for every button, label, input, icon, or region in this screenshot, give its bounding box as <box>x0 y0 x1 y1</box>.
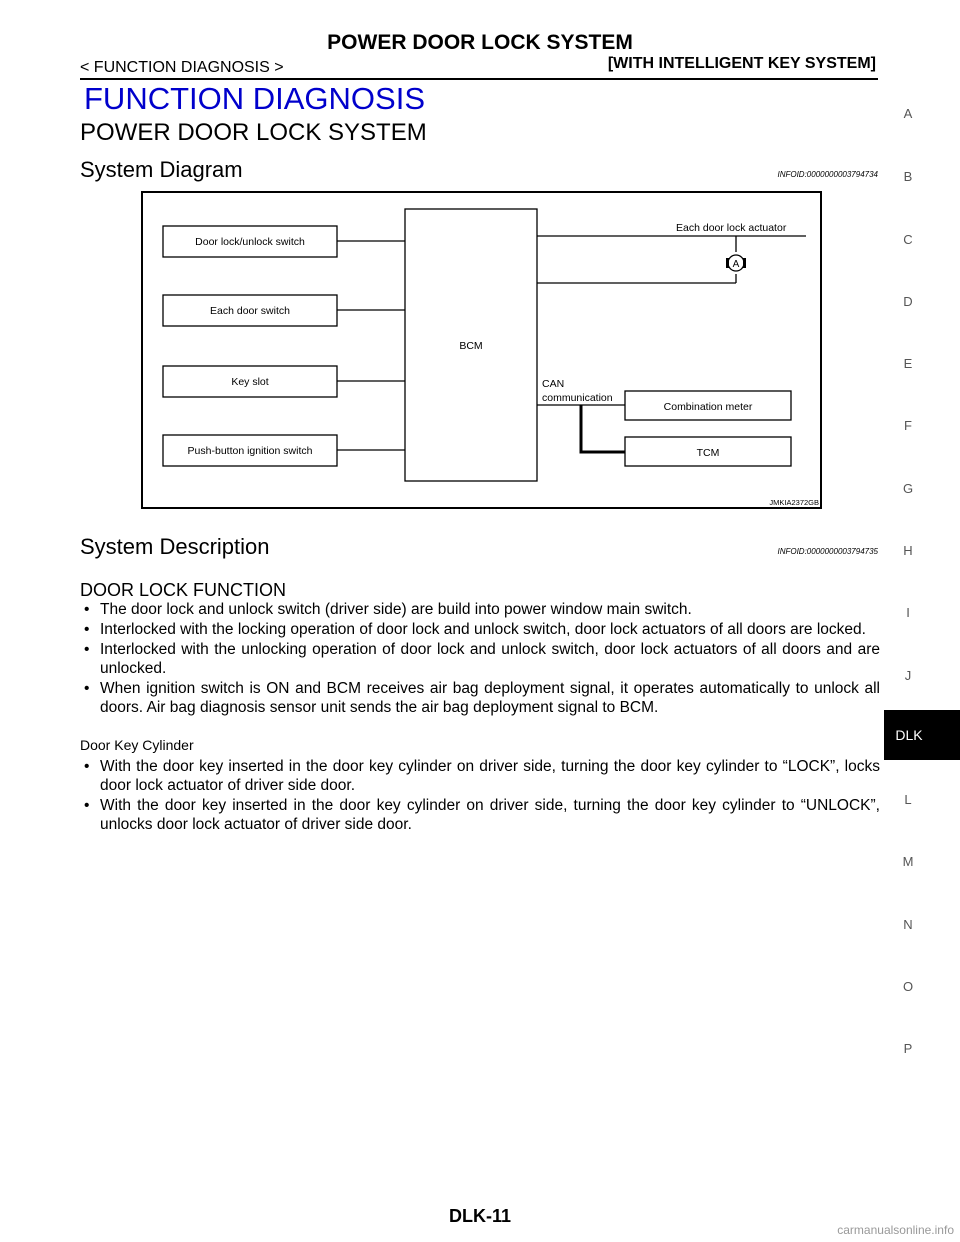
side-index-j[interactable]: J <box>904 668 912 683</box>
system-diagram-heading: System Diagram <box>80 157 243 182</box>
side-index-p[interactable]: P <box>903 1041 913 1056</box>
side-index-c[interactable]: C <box>903 232 913 247</box>
side-index-h[interactable]: H <box>903 543 913 558</box>
bcm-label: BCM <box>459 340 483 352</box>
subsection-title: POWER DOOR LOCK SYSTEM <box>80 119 427 146</box>
combination-meter-label: Combination meter <box>663 401 753 413</box>
can-label-line1: CAN <box>542 378 565 390</box>
door-key-cylinder-list <box>80 757 880 835</box>
each-door-switch-label: Each door switch <box>210 305 290 317</box>
list-item: • With the door key inserted in the door key cylinder on driver side, turning the door key cylinder to “LOCK”, locks door lock actuator of driver side door. <box>84 758 880 794</box>
list-item: • Interlocked with the locking operation of door lock and unlock switch, door lock actuators of all doors are locked. <box>84 621 866 638</box>
system-diagram <box>141 191 822 509</box>
side-index-e[interactable]: E <box>903 356 913 371</box>
door-lock-function-list <box>80 600 880 718</box>
running-header-variant: [WITH INTELLIGENT KEY SYSTEM] <box>607 55 876 72</box>
side-index-o[interactable]: O <box>902 979 914 994</box>
side-index-n[interactable]: N <box>903 917 913 932</box>
side-index-i[interactable]: I <box>906 605 910 620</box>
running-header-title: POWER DOOR LOCK SYSTEM <box>327 31 633 54</box>
list-item: • When ignition switch is ON and BCM receives air bag deployment signal, it operates automatically to unlock all doors. Air bag diagnosis sensor unit sends the air bag deployment signal to BCM. <box>84 680 880 716</box>
watermark: carmanualsonline.info <box>837 1223 954 1237</box>
side-index-l[interactable]: L <box>904 792 912 807</box>
each-door-lock-actuator-label: Each door lock actuator <box>676 222 787 234</box>
can-label-line2: communication <box>542 392 613 404</box>
door-lock-unlock-switch-label: Door lock/unlock switch <box>195 236 305 248</box>
page-number: DLK-11 <box>448 1206 511 1226</box>
list-item: • The door lock and unlock switch (driver side) are build into power window main switch. <box>84 601 692 618</box>
list-item: • Interlocked with the unlocking operation of door lock and unlock switch, door lock actuators of all doors and are unlocked. <box>84 641 880 677</box>
system-description-heading: System Description <box>80 534 270 559</box>
section-title: FUNCTION DIAGNOSIS <box>84 81 426 116</box>
push-button-ignition-switch-label: Push-button ignition switch <box>187 445 313 457</box>
door-lock-function-heading: DOOR LOCK FUNCTION <box>80 580 287 600</box>
actuator-symbol-label: A <box>732 259 740 270</box>
side-index-g[interactable]: G <box>902 481 914 496</box>
side-index-d[interactable]: D <box>903 294 913 309</box>
list-item: • With the door key inserted in the door key cylinder on driver side, turning the door key cylinder to “UNLOCK”, unlocks door lock actuator of driver side door. <box>84 797 880 833</box>
side-index-active-tab-label: DLK <box>895 727 923 743</box>
side-index-m[interactable]: M <box>902 854 914 869</box>
door-key-cylinder-heading: Door Key Cylinder <box>80 737 194 753</box>
key-slot-label: Key slot <box>231 376 269 388</box>
figure-id: JMKIA2372GB <box>769 498 819 507</box>
system-description-infoid: INFOID:0000000003794735 <box>777 547 878 556</box>
side-index-f[interactable]: F <box>904 418 912 433</box>
side-index-a[interactable]: A <box>903 106 913 121</box>
running-header-section: < FUNCTION DIAGNOSIS > <box>80 59 284 76</box>
system-diagram-infoid: INFOID:0000000003794734 <box>777 170 878 179</box>
side-index-b[interactable]: B <box>903 169 913 184</box>
tcm-label: TCM <box>696 447 720 459</box>
